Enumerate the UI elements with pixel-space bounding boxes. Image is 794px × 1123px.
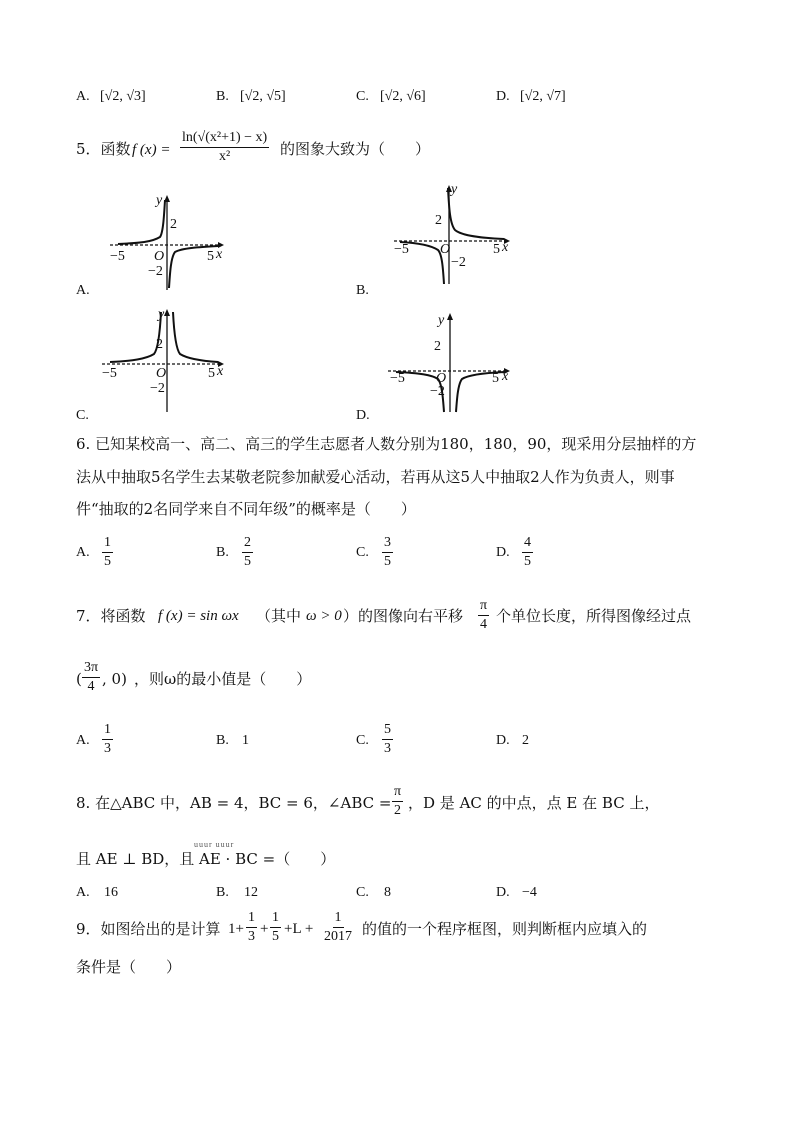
q7-option-c-num: 5	[382, 722, 393, 740]
q4-option-b: [√2, √5]	[240, 89, 286, 104]
q8-option-d: −4	[522, 885, 537, 900]
q5-suffix: 的图象大致为（ ）	[280, 140, 431, 158]
graph-c-five-label: 5	[208, 366, 215, 381]
q9-line-1a: 9．如图给出的是计算	[76, 920, 221, 938]
q7-option-d: 2	[522, 733, 529, 748]
graph-a	[110, 192, 230, 292]
graph-b-y-label: y	[451, 182, 458, 197]
graph-c-y-label: y	[158, 307, 165, 322]
q4-option-b-letter: B.	[216, 89, 229, 104]
q5-fraction	[180, 130, 269, 165]
q4-option-d: [√2, √7]	[520, 89, 566, 104]
q7-line-1d: 个单位长度，所得图像经过点	[496, 607, 692, 625]
q6-option-a-letter: A.	[76, 545, 90, 560]
graph-a-y-label: y	[156, 193, 163, 208]
graph-c-y-arrow	[164, 309, 170, 316]
q7-point-fraction	[82, 660, 100, 695]
q8-line-2: 且 AE ⊥ BD，且 AE · BC =（ ）	[76, 850, 336, 868]
graph-d-x-label: x	[502, 369, 509, 384]
q6-option-d-den: 5	[524, 554, 531, 569]
q6-option-b-letter: B.	[216, 545, 229, 560]
q9-sum-start: 1+	[228, 921, 244, 937]
q4-option-a-letter: A.	[76, 89, 90, 104]
q7-line-2b: ，则ω的最小值是（ ）	[134, 670, 312, 688]
graph-b-neg-two-label: −2	[451, 255, 466, 270]
q5-denominator: x²	[219, 149, 231, 164]
q7-point-open: (	[76, 670, 82, 688]
q7-point-num: 3π	[82, 660, 100, 678]
q9-f3-num: 1	[333, 910, 344, 928]
q6-option-d	[522, 535, 533, 570]
q8-option-c: 8	[384, 885, 391, 900]
q6-line-2: 法从中抽取5名学生去某敬老院参加献爱心活动，若再从这5人中抽取2人作为负责人，则事	[76, 468, 675, 486]
q7-option-a	[102, 722, 113, 757]
q7-option-a-num: 1	[102, 722, 113, 740]
q8-option-a: 16	[104, 885, 118, 900]
q6-option-c-den: 5	[384, 554, 391, 569]
q7-option-a-letter: A.	[76, 733, 90, 748]
graph-b-origin-label: O	[440, 242, 451, 257]
q7-option-d-letter: D.	[496, 733, 510, 748]
q5-function-name: f (x) =	[132, 142, 171, 158]
q5-numerator: ln(√(x²+1) − x)	[180, 130, 269, 148]
graph-b-x-label: x	[502, 240, 509, 255]
q7-line-1a: 7．将函数	[76, 607, 146, 625]
q6-line-1: 6. 已知某校高一、高二、高三的学生志愿者人数分别为180，180，90，现采用分层抽样的方	[76, 435, 697, 453]
graph-c-curve-right	[173, 312, 218, 362]
graph-d-five-label: 5	[492, 371, 499, 386]
q8-option-d-letter: D.	[496, 885, 510, 900]
q7-point-den: 4	[87, 679, 95, 694]
q9-line-2: 条件是（ ）	[76, 958, 182, 976]
q6-line-3: 件“抽取的2名同学来自不同年级”的概率是（ ）	[76, 500, 416, 518]
q4-option-c-letter: C.	[356, 89, 369, 104]
q7-line-1c: ）的图像向右平移	[343, 607, 464, 625]
graph-c	[100, 306, 232, 414]
q7-option-c-letter: C.	[356, 733, 369, 748]
q6-option-c-letter: C.	[356, 545, 369, 560]
q8-angle-den: 2	[394, 803, 402, 818]
graph-b-two-label: 2	[435, 213, 442, 228]
q9-fraction-3	[324, 910, 352, 945]
q9-f3-den: 2017	[324, 929, 352, 944]
q9-fraction-1	[246, 910, 257, 945]
q8-line-1b: ，D 是 AC 的中点，点 E 在 BC 上，	[408, 794, 660, 812]
graph-d-two-label: 2	[434, 339, 441, 354]
graph-a-origin-label: O	[154, 249, 165, 264]
graph-b	[392, 180, 522, 288]
graph-d-y-arrow	[447, 313, 453, 320]
q5-function	[132, 140, 170, 159]
q6-option-a	[102, 535, 113, 570]
q6-option-d-letter: D.	[496, 545, 510, 560]
q6-option-c-num: 3	[382, 535, 393, 553]
q9-fraction-2	[270, 910, 281, 945]
graph-c-neg-five-label: −5	[102, 366, 117, 381]
q7-point-close: , 0)	[102, 670, 127, 688]
q8-vector-marks: uuur uuur	[194, 840, 235, 849]
graph-c-curve-left	[110, 312, 161, 362]
q9-f1-num: 1	[246, 910, 257, 928]
graph-c-x-label: x	[217, 364, 224, 379]
graph-d-neg-five-label: −5	[390, 371, 405, 386]
q8-option-b-letter: B.	[216, 885, 229, 900]
graph-d-origin-label: O	[436, 371, 447, 386]
q8-angle-fraction	[392, 784, 403, 819]
q9-plus-1: +	[260, 921, 269, 937]
q6-option-b-den: 5	[244, 554, 251, 569]
q7-shift-den: 4	[480, 617, 488, 632]
q6-option-c	[382, 535, 393, 570]
q7-function: f (x) = sin ωx	[158, 608, 239, 624]
q5-option-c-letter: C.	[76, 408, 89, 423]
graph-c-two-label: 2	[156, 337, 163, 352]
q6-option-a-den: 5	[104, 554, 111, 569]
q5-prefix: 5．函数	[76, 140, 131, 158]
q7-option-b: 1	[242, 733, 249, 748]
graph-a-neg-two-label: −2	[148, 264, 163, 279]
q5-option-b-letter: B.	[356, 283, 369, 298]
q8-option-b: 12	[244, 885, 258, 900]
q4-option-d-letter: D.	[496, 89, 510, 104]
graph-a-x-label: x	[216, 247, 223, 262]
q7-option-b-letter: B.	[216, 733, 229, 748]
q7-shift-num: π	[478, 598, 489, 616]
q7-option-c	[382, 722, 393, 757]
q7-shift-fraction	[478, 598, 489, 633]
graph-d-neg-two-label: −2	[430, 384, 445, 399]
graph-a-two-label: 2	[170, 217, 177, 232]
q7-line-1b: （其中	[256, 607, 302, 625]
q5-option-a-letter: A.	[76, 283, 90, 298]
q8-option-c-letter: C.	[356, 885, 369, 900]
q8-line-1: 8. 在△ABC 中，AB = 4，BC = 6，∠ABC =	[76, 794, 392, 812]
q9-f2-den: 5	[272, 929, 279, 944]
q9-line-1b: 的值的一个程序框图，则判断框内应填入的	[362, 920, 648, 938]
graph-c-neg-two-label: −2	[150, 381, 165, 396]
q6-option-b-num: 2	[242, 535, 253, 553]
q6-option-d-num: 4	[522, 535, 533, 553]
q9-f1-den: 3	[248, 929, 255, 944]
q7-option-c-den: 3	[384, 741, 391, 756]
q7-condition: ω > 0	[306, 608, 342, 624]
q6-option-a-num: 1	[102, 535, 113, 553]
q8-option-a-letter: A.	[76, 885, 90, 900]
graph-d-y-label: y	[438, 313, 445, 328]
q4-option-c: [√2, √6]	[380, 89, 426, 104]
graph-d	[386, 308, 520, 414]
graph-b-five-label: 5	[493, 242, 500, 257]
graph-a-neg-five-label: −5	[110, 249, 125, 264]
graph-c-origin-label: O	[156, 366, 167, 381]
q8-angle-num: π	[392, 784, 403, 802]
q5-option-d-letter: D.	[356, 408, 370, 423]
graph-b-neg-five-label: −5	[394, 242, 409, 257]
graph-a-five-label: 5	[207, 249, 214, 264]
q7-option-a-den: 3	[104, 741, 111, 756]
q4-option-a: [√2, √3]	[100, 89, 146, 104]
q9-f2-num: 1	[270, 910, 281, 928]
q9-plus-2: +L +	[284, 921, 314, 937]
q6-option-b	[242, 535, 253, 570]
